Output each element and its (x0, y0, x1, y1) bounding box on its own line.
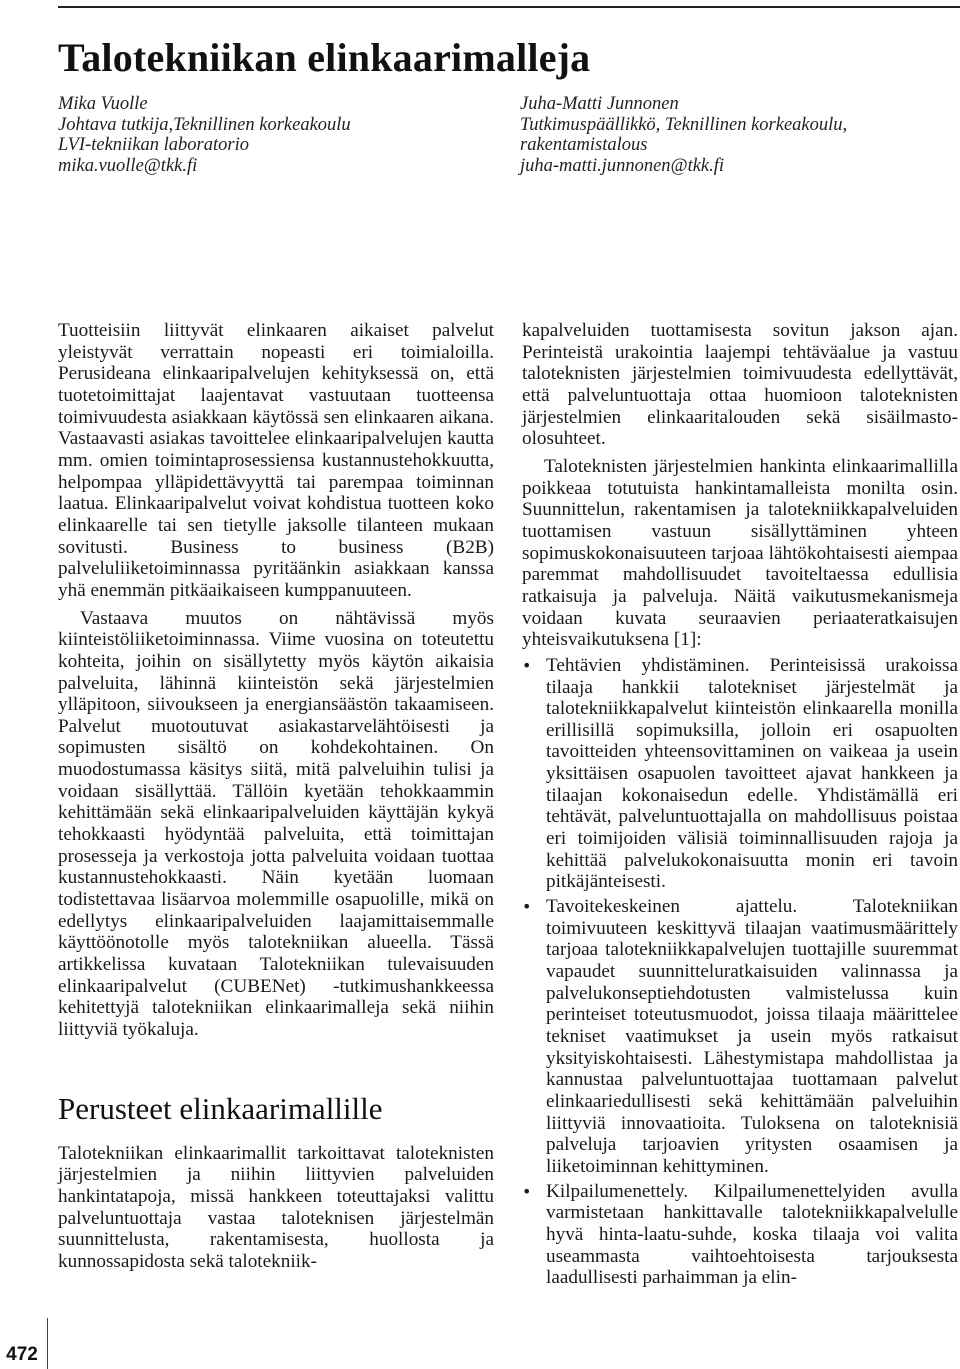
author-email: juha-matti.junnonen@tkk.fi (520, 155, 725, 176)
author-position: Tutkimuspäällikkö, Teknillinen korkeakoulu, (520, 114, 848, 135)
page-margin-rule (47, 1318, 48, 1369)
right-column (522, 320, 958, 1292)
page-number: 472 (6, 1344, 38, 1365)
left-column (58, 320, 494, 1273)
bullet-item (522, 1181, 958, 1289)
section-heading: Perusteet elinkaarimallille (58, 1090, 383, 1126)
section-paragraph: Talotekniikan elinkaarimallit tarkoittavat taloteknisten järjestelmien ja niihin liittyvien palveluiden hankintatapoja, missä hankkeen toteuttajaksi valittu palveluntuottaja vastaa taloteknisen järjestelmän suunnittelusta, rakentamisesta, huollosta ja kunnossapidosta sekä talotekniik- (58, 1142, 494, 1272)
author-position: Johtava tutkija,Teknillinen korkeakoulu (58, 114, 351, 135)
intro-paragraph: Tuotteisiin liittyvät elinkaaren aikaiset palvelut yleistyvät verrattain nopeasti eri toimialoilla. Perusideana elinkaaripalvelujen kehityksessä on, että tuotetoimittajat laajentavat vastuutaan tuotteensa toimivuudesta asiakkaan käytössä sen elinkaaren aikana. Vastaavasti asiakas tavoittelee elinkaaripalvelujen kautta mm. omien toimintaprosessiensa kustannustehokkuutta, helpompaa ylläpidettävyyttä tai parempaa toiminnan laatua. Elinkaaripalvelut voivat kohdistua tuotteen koko elinkaarelle tai sen tietylle jaksolle tilanteen mukaan sovitusti. Business to business (B2B) palveluliiketoiminnassa pyritäänkin asiakkaan kanssa yhä enemmän pitkäaikaiseen kumppanuuteen. (58, 320, 494, 601)
article-title: Talotekniikan elinkaarimalleja (58, 35, 591, 80)
bullet-text: Kilpailumenettely. Kilpailumenettelyiden avulla varmistetaan hankittavalle talotekniikkapalvelulle hyvä hinta-laatu-suhde, koska tilaaja voi valita useammasta vaihtoehtoisesta tarjouksesta laadullisesti parhaimman ja elin- (546, 1180, 958, 1289)
author-block-2 (520, 94, 847, 176)
bullet-item (522, 655, 958, 893)
bullet-list (522, 655, 958, 1289)
bullet-icon: • (522, 1181, 532, 1201)
author-name: Mika Vuolle (58, 94, 148, 114)
author-email: mika.vuolle@tkk.fi (58, 155, 198, 176)
author-name: Juha-Matti Junnonen (520, 94, 679, 114)
bullet-text: Tavoitekeskeinen ajattelu. Talotekniikan toimivuuteen keskittyvä tilaajan vaatimusmäärittely tarjoaa talotekniikkapalvelujen tuottajille suuremmat vapaudet suunnitteluratkaisuiden valinnassa ja palvelukonseptiehdotusten valmistelussa kuin perinteiset toteutusmuodot, joissa tilaaja määrittelee tekniset vaatimukset ja usein myös ratkaisut yksityiskohtaisesti. Lähestymistapa mahdollistaa ja kannustaa palveluntuottajaa tuottamaan palvelut elinkaariedullisesti sekä kehittämään palveluihin liittyviä innovaatioita. Tuloksena on taloteknisiä palveluja tarjoavien yritysten osaamisen ja liiketoiminnan kehittyminen. (546, 896, 958, 1177)
author-affiliation: LVI-tekniikan laboratorio (58, 135, 249, 155)
top-rule (58, 6, 960, 8)
body-paragraph: Taloteknisten järjestelmien hankinta elinkaarimallilla poikkeaa totutuista hankintamalleista monilta osin. Suunnittelun, rakentamisen ja talotekniikkapalveluiden tuottamisen vastuun sisällyttäminen yhteen sopimuskokonaisuuteen tarjoaa lähtökohtaisesti aiempaa paremmat mahdollisuudet tavoiteltaessa edullisia ratkaisuja ja palveluja. Näitä vaikutusmekanismeja voidaan kuvata seuraavien periaateratkaisujen yhteisvaikutuksena [1]: (522, 455, 958, 651)
author-affiliation: rakentamistalous (520, 135, 648, 155)
bullet-item (522, 896, 958, 1178)
bullet-text: Tehtävien yhdistäminen. Perinteisissä urakoissa tilaaja hankkii talotekniset järjestelmät ja talotekniikkapalvelut kiinteistön elinkaarella monilla erillisillä sopimuksilla, jolloin eri osapuolten tavoitteiden yhteensovittaminen on vaikeaa ja usein yksittäisen osapuolen tavoitteet ajavat hankkeen ja tilaajan kokonaisedun edelle. Yhdistämällä eri tehtävät, palveluntuottajalla on mahdollisuus poistaa eri toimijoiden välisiä toiminnallisuuden rajoja ja kehittää palvelukokonaisuutta monin eri tavoin pitkäjänteisesti. (546, 654, 958, 893)
author-block-1 (58, 94, 351, 176)
continued-paragraph: kapalveluiden tuottamisesta sovitun jakson ajan. Perinteistä urakointia laajempi tehtäväalue ja vastuu taloteknisten järjestelmien toimivuudesta edellyttävät, että palveluntuottaja ottaa huomioon taloteknisten järjestelmien elinkaaritalouden sekä sisäilmasto-olosuhteet. (522, 320, 958, 450)
body-paragraph: Vastaava muutos on nähtävissä myös kiinteistöliiketoiminnassa. Viime vuosina on toteutettu kohteita, joihin on sisällytetty myös käytön aikaisia palveluita, lähinnä kiinteistön sekä järjestelmien ylläpitoon, siivoukseen ja energiansäästön takaamiseen. Palvelut muotoutuvat asiakastarvelähtöisesti ja sopimusten sisältö on kohdekohtainen. On muodostumassa käsitys siitä, mitä palveluihin tulisi ja voidaan sisällyttää. Tällöin kyetään tehokkaammin kehittämään sekä elinkaaripalveluiden käyttäjän kykyä tehokkaasti hyödyntää palveluita, että toimittajan prosesseja ja verkostoja jotta palveluita voidaan tuottaa kustannustehokkaasti. Näin kyetään luomaan todistettavaa lisäarvoa molemmille osapuolille, mikä on edellytys elinkaaripalveluiden laajamittaisemmalle käyttöönotolle myös talotekniikan alueella. Tässä artikkelissa kuvataan Talotekniikan tulevaisuuden elinkaaripalvelut (CUBENet) -tutkimushankkeessa kehitettyjä talotekniikan elinkaarimalleja sekä niihin liittyviä työkaluja. (58, 607, 494, 1040)
bullet-icon: • (522, 655, 532, 675)
bullet-icon: • (522, 897, 532, 917)
